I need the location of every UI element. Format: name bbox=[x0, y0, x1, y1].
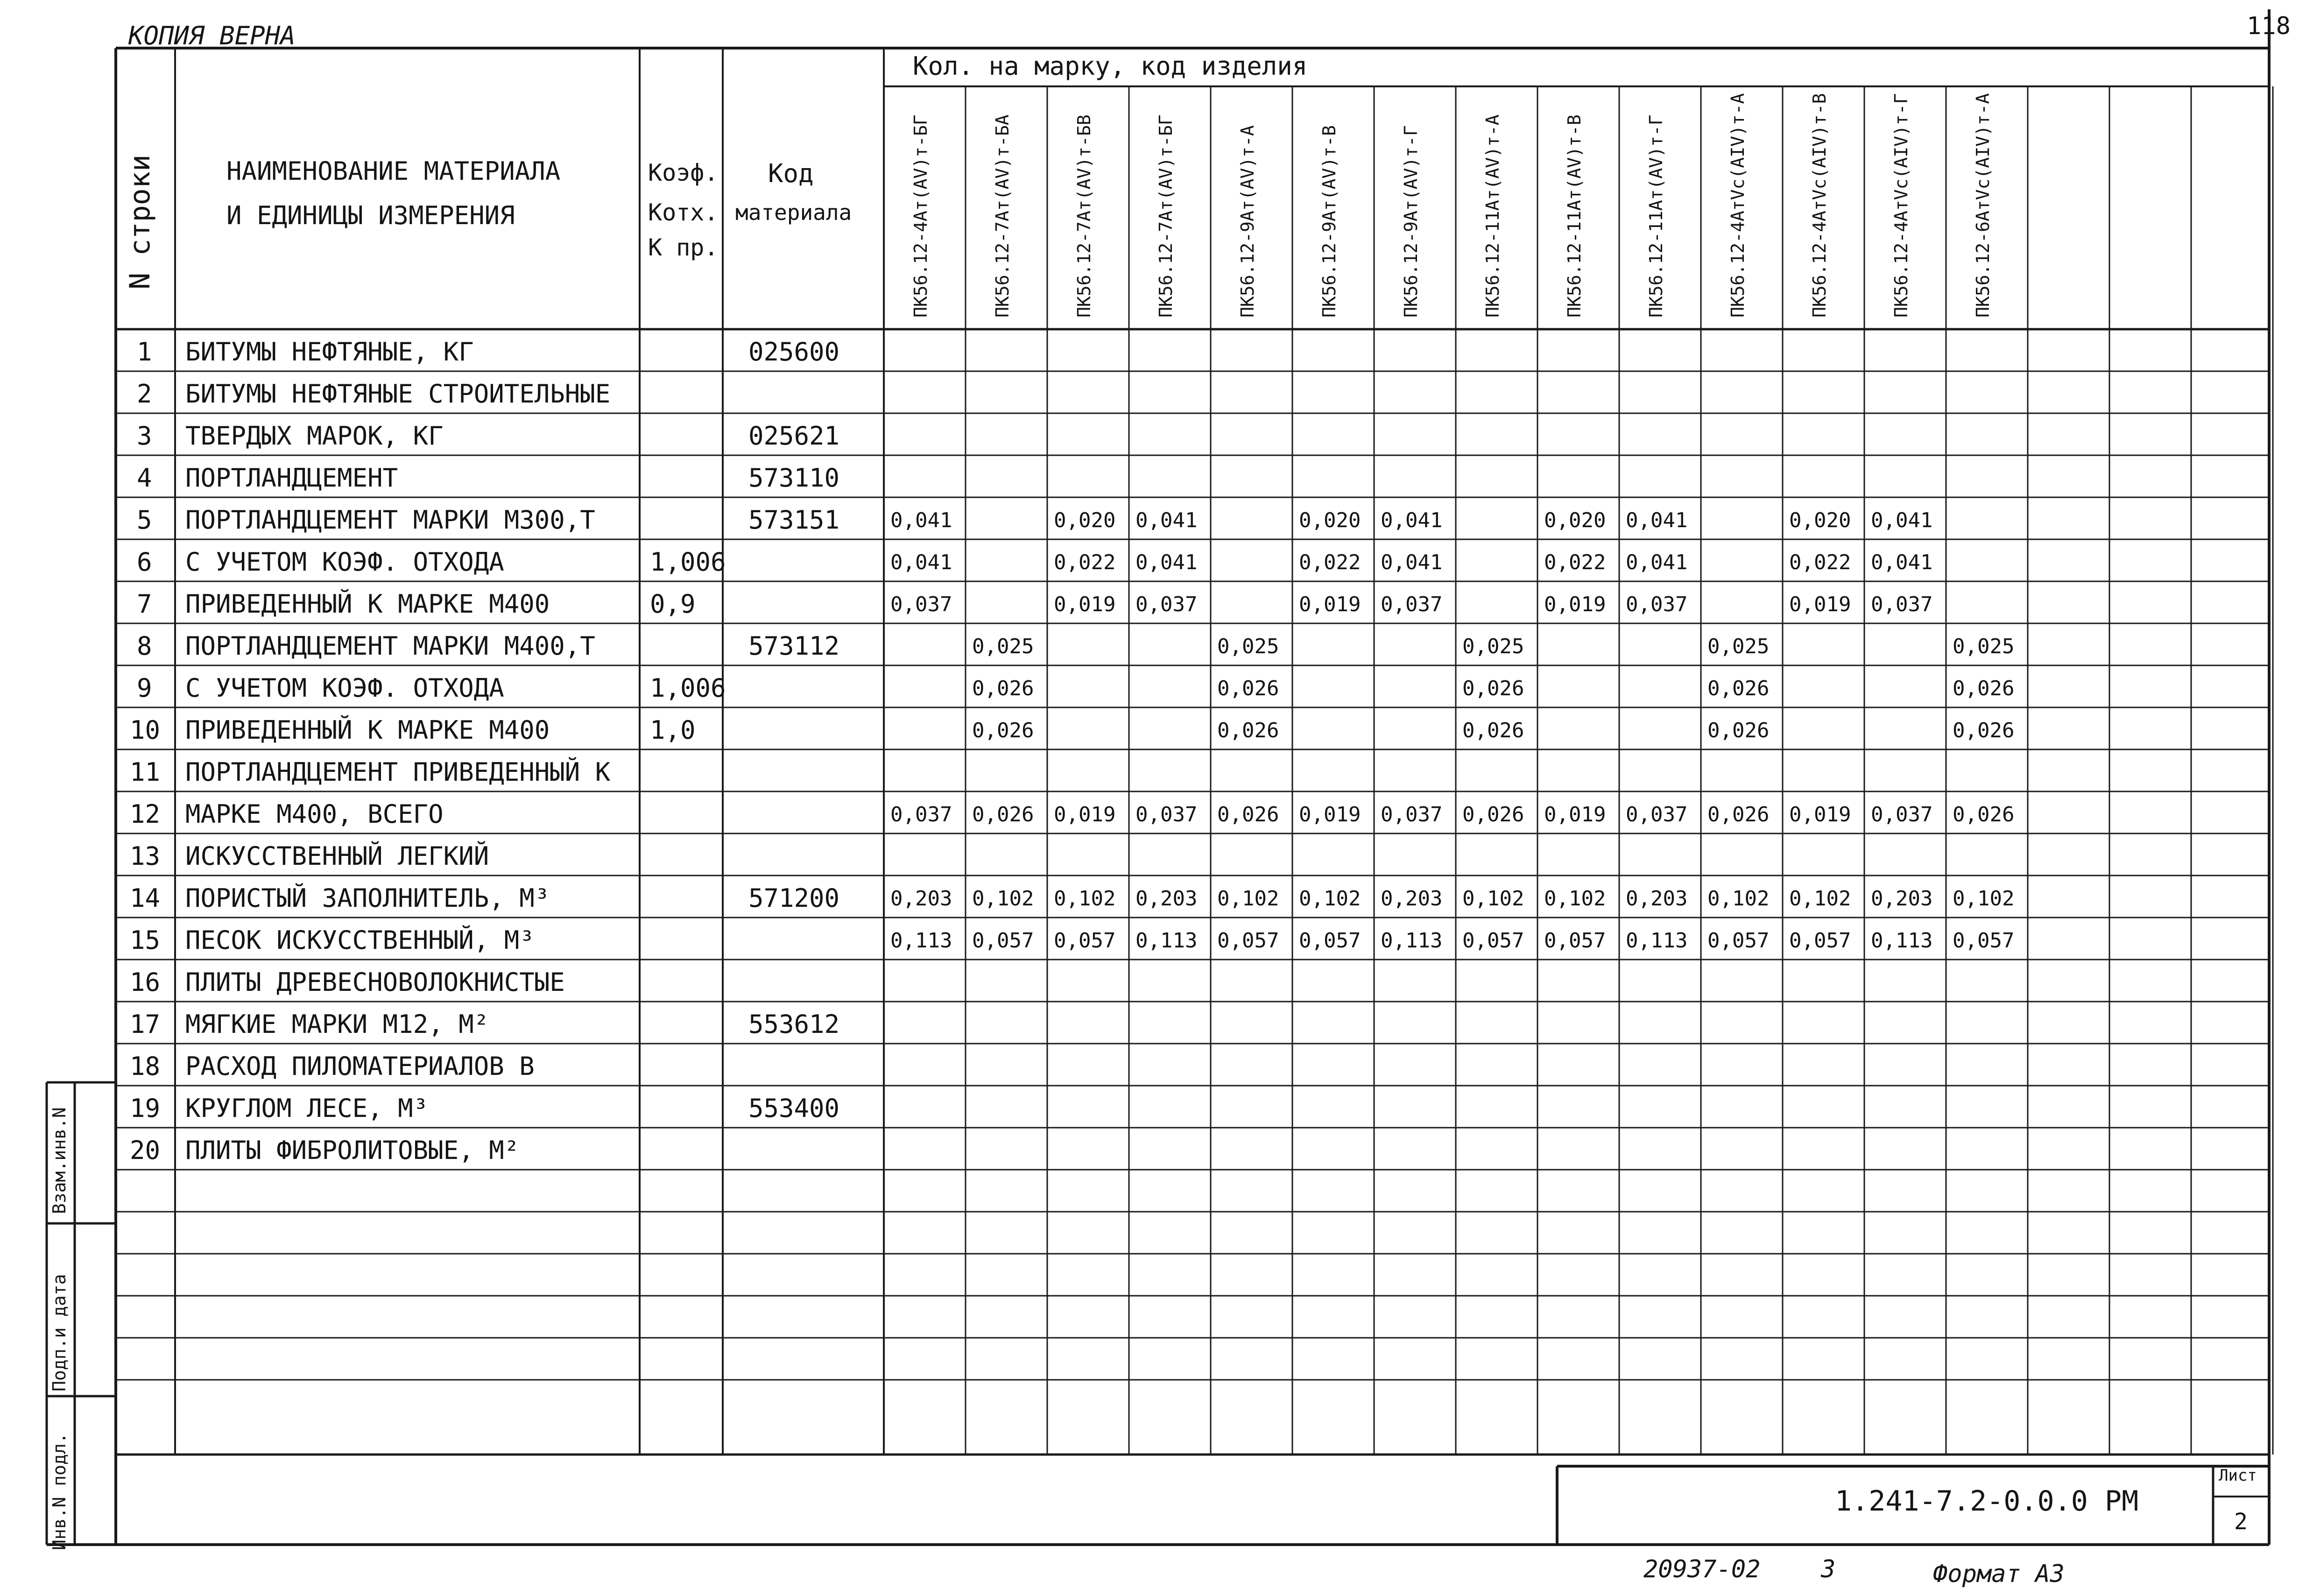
row-value-col-7: 0,203 bbox=[1381, 887, 1443, 911]
product-header-2: ПК56.12-7Ат(АV)т-БА bbox=[992, 114, 1013, 318]
row-material-code: 025621 bbox=[748, 421, 840, 451]
header-coef-line2: Котх. bbox=[648, 199, 719, 226]
row-value-col-5: 0,057 bbox=[1217, 929, 1279, 953]
row-value-col-3: 0,102 bbox=[1054, 887, 1116, 911]
row-value-col-9: 0,057 bbox=[1544, 929, 1606, 953]
row-value-col-1: 0,041 bbox=[890, 508, 952, 532]
product-header-1: ПК56.12-4Ат(АV)т-БГ bbox=[910, 114, 931, 318]
row-value-col-4: 0,041 bbox=[1135, 551, 1198, 574]
row-value-col-1: 0,041 bbox=[890, 551, 952, 574]
row-value-col-2: 0,026 bbox=[972, 803, 1034, 826]
row-value-col-2: 0,026 bbox=[972, 677, 1034, 700]
product-header-8: ПК56.12-11Ат(АV)т-А bbox=[1482, 114, 1503, 318]
row-material-name: ИСКУССТВЕННЫЙ ЛЕГКИЙ bbox=[185, 841, 489, 871]
row-value-col-5: 0,102 bbox=[1217, 887, 1279, 911]
row-number: 7 bbox=[137, 589, 152, 619]
row-value-col-5: 0,026 bbox=[1217, 803, 1279, 826]
row-value-col-4: 0,041 bbox=[1135, 508, 1198, 532]
row-material-code: 573151 bbox=[748, 505, 840, 535]
row-material-name: ТВЕРДЫХ МАРОК, КГ bbox=[185, 421, 444, 451]
row-value-col-1: 0,037 bbox=[890, 593, 952, 616]
row-material-name: ПРИВЕДЕННЫЙ К МАРКЕ М400 bbox=[185, 589, 550, 619]
sheet-number: 2 bbox=[2234, 1509, 2248, 1535]
row-value-col-7: 0,041 bbox=[1381, 551, 1443, 574]
header-coef-line1: Коэф. bbox=[648, 159, 719, 186]
row-value-col-10: 0,203 bbox=[1626, 887, 1688, 911]
row-value-col-10: 0,037 bbox=[1626, 803, 1688, 826]
row-material-code: 553612 bbox=[748, 1010, 840, 1039]
row-value-col-7: 0,037 bbox=[1381, 593, 1443, 616]
row-value-col-13: 0,037 bbox=[1871, 593, 1933, 616]
row-material-code: 573110 bbox=[748, 463, 840, 493]
row-number: 5 bbox=[137, 505, 152, 535]
row-value-col-11: 0,026 bbox=[1707, 803, 1770, 826]
row-number: 15 bbox=[130, 925, 161, 955]
row-value-col-4: 0,203 bbox=[1135, 887, 1198, 911]
header-row-number: N строки bbox=[124, 155, 156, 290]
row-value-col-4: 0,037 bbox=[1135, 803, 1198, 826]
row-value-col-10: 0,037 bbox=[1626, 593, 1688, 616]
row-value-col-1: 0,037 bbox=[890, 803, 952, 826]
product-header-3: ПК56.12-7Ат(АV)т-БВ bbox=[1074, 114, 1094, 318]
row-number: 18 bbox=[130, 1052, 161, 1081]
row-value-col-7: 0,113 bbox=[1381, 929, 1443, 953]
row-material-name: КРУГЛОМ ЛЕСЕ, М³ bbox=[185, 1094, 429, 1123]
row-value-col-3: 0,020 bbox=[1054, 508, 1116, 532]
row-value-col-11: 0,057 bbox=[1707, 929, 1770, 953]
row-value-col-13: 0,037 bbox=[1871, 803, 1933, 826]
row-number: 13 bbox=[130, 841, 161, 871]
row-value-col-9: 0,102 bbox=[1544, 887, 1606, 911]
copy-number: 3 bbox=[1821, 1555, 1836, 1583]
row-value-col-2: 0,057 bbox=[972, 929, 1034, 953]
row-material-name: БИТУМЫ НЕФТЯНЫЕ СТРОИТЕЛЬНЫЕ bbox=[185, 379, 611, 409]
row-number: 1 bbox=[137, 337, 152, 367]
header-name-line1: НАИМЕНОВАНИЕ МАТЕРИАЛА bbox=[226, 156, 561, 186]
row-material-code: 553400 bbox=[748, 1094, 840, 1123]
row-number: 11 bbox=[130, 757, 161, 787]
product-header-14: ПК56.12-6АтVс(АIV)т-А bbox=[1973, 93, 1993, 318]
row-value-col-13: 0,041 bbox=[1871, 551, 1933, 574]
row-number: 16 bbox=[130, 967, 161, 997]
row-coefficient: 1,006 bbox=[650, 547, 726, 577]
row-material-name: РАСХОД ПИЛОМАТЕРИАЛОВ В bbox=[185, 1052, 535, 1081]
row-number: 9 bbox=[137, 673, 152, 703]
row-number: 12 bbox=[130, 799, 161, 829]
row-value-col-2: 0,026 bbox=[972, 719, 1034, 742]
row-value-col-8: 0,025 bbox=[1462, 635, 1524, 658]
product-header-12: ПК56.12-4АтVс(АIV)т-В bbox=[1809, 93, 1830, 318]
row-value-col-6: 0,019 bbox=[1299, 593, 1361, 616]
row-value-col-9: 0,019 bbox=[1544, 803, 1606, 826]
row-value-col-12: 0,022 bbox=[1789, 551, 1851, 574]
row-value-col-11: 0,025 bbox=[1707, 635, 1770, 658]
row-number: 4 bbox=[137, 463, 152, 493]
row-value-col-14: 0,026 bbox=[1953, 719, 2015, 742]
row-value-col-6: 0,102 bbox=[1299, 887, 1361, 911]
row-value-col-3: 0,019 bbox=[1054, 593, 1116, 616]
header-products-group: Кол. на марку, код изделия bbox=[913, 51, 1308, 81]
row-value-col-1: 0,113 bbox=[890, 929, 952, 953]
row-material-name: ПОРТЛАНДЦЕМЕНТ bbox=[185, 463, 398, 493]
row-value-col-3: 0,019 bbox=[1054, 803, 1116, 826]
row-material-name: МАРКЕ М400, ВСЕГО bbox=[185, 799, 444, 829]
row-value-col-2: 0,025 bbox=[972, 635, 1034, 658]
sheet-label: Лист bbox=[2219, 1466, 2257, 1485]
product-header-5: ПК56.12-9Ат(АV)т-А bbox=[1237, 125, 1258, 318]
row-value-col-14: 0,026 bbox=[1953, 803, 2015, 826]
header-coef-line3: К пр. bbox=[648, 234, 719, 261]
row-material-name: ПЛИТЫ ФИБРОЛИТОВЫЕ, М² bbox=[185, 1136, 520, 1165]
row-number: 3 bbox=[137, 421, 152, 451]
row-value-col-5: 0,026 bbox=[1217, 677, 1279, 700]
side-stamp-replace-inv: Взам.инв.N bbox=[49, 1107, 70, 1214]
product-header-7: ПК56.12-9Ат(АV)т-Г bbox=[1401, 125, 1421, 318]
row-value-col-8: 0,102 bbox=[1462, 887, 1524, 911]
row-value-col-12: 0,019 bbox=[1789, 803, 1851, 826]
product-header-13: ПК56.12-4АтVс(АIV)т-Г bbox=[1891, 93, 1911, 318]
row-value-col-8: 0,026 bbox=[1462, 719, 1524, 742]
row-value-col-13: 0,203 bbox=[1871, 887, 1933, 911]
row-material-name: МЯГКИЕ МАРКИ М12, М² bbox=[185, 1010, 489, 1039]
side-stamp-inv-original: Инв.N подл. bbox=[49, 1433, 70, 1550]
row-value-col-10: 0,113 bbox=[1626, 929, 1688, 953]
document-code: 1.241-7.2-0.0.0 РМ bbox=[1835, 1485, 2139, 1518]
row-material-code: 025600 bbox=[748, 337, 840, 367]
row-value-col-11: 0,026 bbox=[1707, 719, 1770, 742]
row-number: 19 bbox=[130, 1094, 161, 1123]
row-coefficient: 1,006 bbox=[650, 673, 726, 703]
row-number: 6 bbox=[137, 547, 152, 577]
row-material-name: БИТУМЫ НЕФТЯНЫЕ, КГ bbox=[185, 337, 474, 367]
row-material-name: ПОРТЛАНДЦЕМЕНТ ПРИВЕДЕННЫЙ К bbox=[185, 757, 611, 787]
row-number: 14 bbox=[130, 883, 161, 913]
product-header-9: ПК56.12-11Ат(АV)т-В bbox=[1564, 114, 1585, 318]
row-material-name: ПОРТЛАНДЦЕМЕНТ МАРКИ М400,Т bbox=[185, 631, 595, 661]
page-number: 118 bbox=[2247, 12, 2291, 40]
row-number: 20 bbox=[130, 1136, 161, 1165]
header-name-line2: И ЕДИНИЦЫ ИЗМЕРЕНИЯ bbox=[226, 201, 515, 230]
row-value-col-7: 0,037 bbox=[1381, 803, 1443, 826]
row-material-name: ПОРТЛАНДЦЕМЕНТ МАРКИ М300,Т bbox=[185, 505, 595, 535]
row-value-col-11: 0,102 bbox=[1707, 887, 1770, 911]
row-value-col-8: 0,057 bbox=[1462, 929, 1524, 953]
row-value-col-8: 0,026 bbox=[1462, 677, 1524, 700]
row-value-col-8: 0,026 bbox=[1462, 803, 1524, 826]
row-material-name: ПОРИСТЫЙ ЗАПОЛНИТЕЛЬ, М³ bbox=[185, 883, 550, 913]
row-value-col-9: 0,019 bbox=[1544, 593, 1606, 616]
order-number: 20937-02 bbox=[1643, 1555, 1761, 1583]
side-stamp-sign-date: Подп.и дата bbox=[49, 1274, 70, 1391]
row-number: 2 bbox=[137, 379, 152, 409]
copy-stamp: КОПИЯ ВЕРНА bbox=[128, 21, 296, 50]
row-value-col-6: 0,019 bbox=[1299, 803, 1361, 826]
row-material-name: С УЧЕТОМ КОЭФ. ОТХОДА bbox=[185, 673, 504, 703]
header-code-line1: Код bbox=[768, 159, 814, 188]
product-header-6: ПК56.12-9Ат(АV)т-В bbox=[1319, 125, 1340, 318]
row-number: 10 bbox=[130, 715, 161, 745]
row-value-col-14: 0,102 bbox=[1953, 887, 2015, 911]
row-coefficient: 1,0 bbox=[650, 715, 696, 745]
row-number: 17 bbox=[130, 1010, 161, 1039]
row-value-col-1: 0,203 bbox=[890, 887, 952, 911]
row-value-col-6: 0,057 bbox=[1299, 929, 1361, 953]
row-value-col-5: 0,025 bbox=[1217, 635, 1279, 658]
format-label: Формат А3 bbox=[1933, 1560, 2065, 1588]
row-material-name: С УЧЕТОМ КОЭФ. ОТХОДА bbox=[185, 547, 504, 577]
product-header-4: ПК56.12-7Ат(АV)т-БГ bbox=[1156, 114, 1176, 318]
row-value-col-4: 0,113 bbox=[1135, 929, 1198, 953]
row-value-col-11: 0,026 bbox=[1707, 677, 1770, 700]
row-value-col-5: 0,026 bbox=[1217, 719, 1279, 742]
row-value-col-12: 0,057 bbox=[1789, 929, 1851, 953]
row-value-col-10: 0,041 bbox=[1626, 508, 1688, 532]
row-value-col-12: 0,020 bbox=[1789, 508, 1851, 532]
row-value-col-12: 0,102 bbox=[1789, 887, 1851, 911]
row-material-code: 571200 bbox=[748, 883, 840, 913]
product-header-11: ПК56.12-4АтVс(АIV)т-А bbox=[1728, 93, 1748, 318]
row-number: 8 bbox=[137, 631, 152, 661]
row-coefficient: 0,9 bbox=[650, 589, 696, 619]
row-value-col-12: 0,019 bbox=[1789, 593, 1851, 616]
row-material-name: ПРИВЕДЕННЫЙ К МАРКЕ М400 bbox=[185, 715, 550, 745]
row-value-col-2: 0,102 bbox=[972, 887, 1034, 911]
row-material-name: ПЛИТЫ ДРЕВЕСНОВОЛОКНИСТЫЕ bbox=[185, 967, 565, 997]
row-value-col-14: 0,026 bbox=[1953, 677, 2015, 700]
row-value-col-3: 0,057 bbox=[1054, 929, 1116, 953]
row-value-col-9: 0,022 bbox=[1544, 551, 1606, 574]
row-value-col-14: 0,025 bbox=[1953, 635, 2015, 658]
row-value-col-7: 0,041 bbox=[1381, 508, 1443, 532]
row-material-name: ПЕСОК ИСКУССТВЕННЫЙ, М³ bbox=[185, 925, 535, 955]
row-value-col-6: 0,020 bbox=[1299, 508, 1361, 532]
row-value-col-4: 0,037 bbox=[1135, 593, 1198, 616]
row-material-code: 573112 bbox=[748, 631, 840, 661]
row-value-col-3: 0,022 bbox=[1054, 551, 1116, 574]
row-value-col-14: 0,057 bbox=[1953, 929, 2015, 953]
row-value-col-13: 0,041 bbox=[1871, 508, 1933, 532]
row-value-col-10: 0,041 bbox=[1626, 551, 1688, 574]
header-code-line2: материала bbox=[735, 200, 852, 225]
row-value-col-13: 0,113 bbox=[1871, 929, 1933, 953]
product-header-10: ПК56.12-11Ат(АV)т-Г bbox=[1646, 114, 1666, 318]
row-value-col-9: 0,020 bbox=[1544, 508, 1606, 532]
row-value-col-6: 0,022 bbox=[1299, 551, 1361, 574]
